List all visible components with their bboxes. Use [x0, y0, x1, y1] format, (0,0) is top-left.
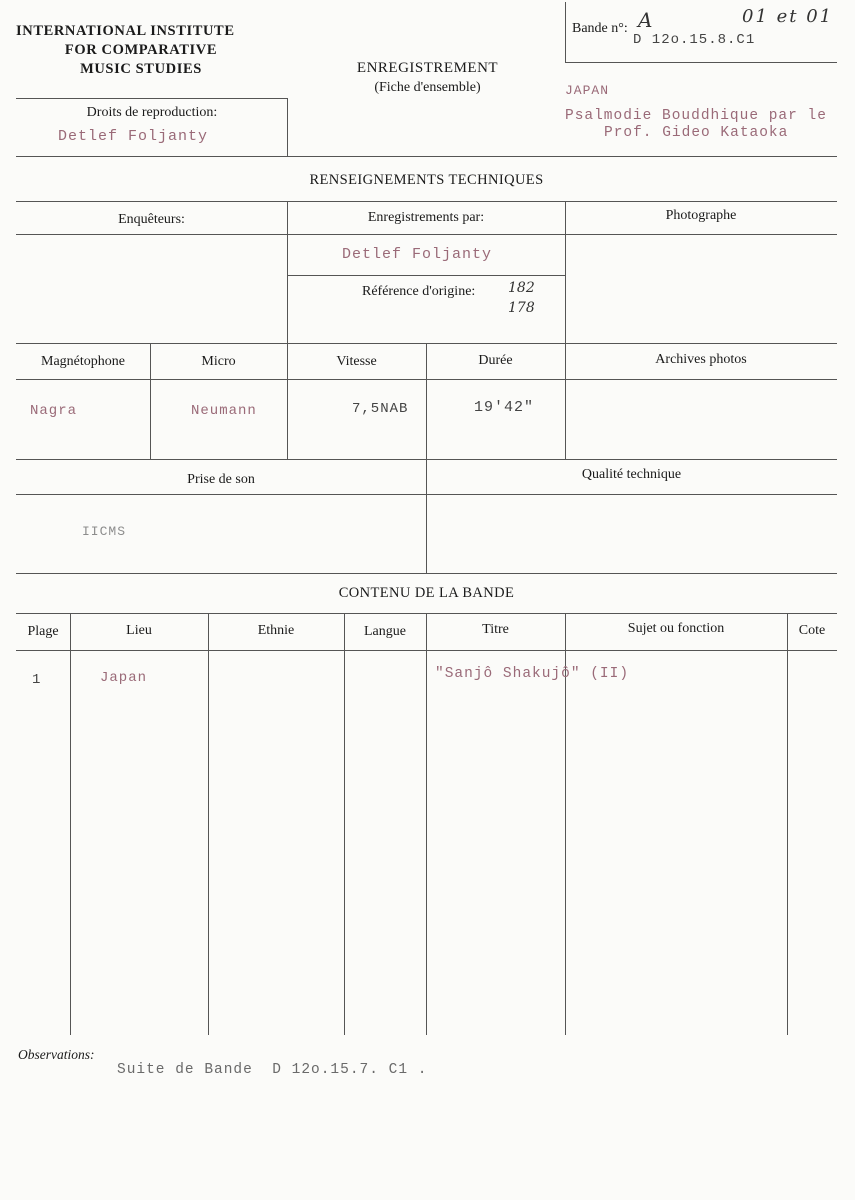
- prise-label: Prise de son: [187, 472, 255, 487]
- column-plage: Plage: [27, 624, 59, 639]
- header-bottom-line: [16, 156, 837, 157]
- technical-top-line: [16, 201, 837, 202]
- qualite-label: Qualité technique: [581, 467, 682, 482]
- technical-bottom-line: [16, 573, 837, 574]
- row-lieu: Japan: [100, 670, 148, 686]
- subject-country: JAPAN: [565, 83, 610, 98]
- enregistrements-sub-line: [287, 275, 565, 276]
- technical-divider-1: [287, 201, 288, 343]
- droits-label: Droits de reproduction:: [86, 105, 218, 120]
- bande-handwritten-letter: A: [638, 8, 653, 32]
- column-titre: Titre: [482, 622, 509, 637]
- bande-box-left: [565, 2, 566, 62]
- content-divider-3: [344, 613, 345, 1035]
- reference-value-2: 178: [508, 300, 535, 316]
- equip-label-line: [16, 379, 837, 380]
- institute-line-1: INTERNATIONAL INSTITUTE: [16, 23, 235, 39]
- equip-divider-3: [426, 343, 427, 573]
- vitesse-value: 7,5NAB: [352, 401, 409, 417]
- vitesse-label: Vitesse: [336, 354, 377, 369]
- prise-value: IICMS: [82, 524, 127, 539]
- form-subtitle: (Fiche d'ensemble): [374, 80, 481, 95]
- magnetophone-value: Nagra: [30, 403, 78, 419]
- row-plage: 1: [32, 672, 42, 688]
- subject-line-2: Prof. Gideo Kataoka: [604, 125, 789, 141]
- duree-value: 19'42": [474, 399, 535, 416]
- observations-value: Suite de Bande D 12o.15.7. C1 .: [117, 1062, 428, 1078]
- content-divider-2: [208, 613, 209, 1035]
- column-langue: Langue: [364, 624, 406, 639]
- row-titre: "Sanjô Shakujô" (II): [435, 666, 630, 682]
- institute-name: [16, 22, 266, 79]
- photographe-label: Photographe: [665, 208, 737, 223]
- magnetophone-label: Magnétophone: [41, 354, 125, 369]
- subject-line-1: Psalmodie Bouddhique par le: [565, 108, 827, 124]
- form-title: ENREGISTREMENT: [356, 60, 499, 76]
- droits-value: Detlef Foljanty: [58, 128, 209, 145]
- content-divider-6: [787, 613, 788, 1035]
- droits-top-line: [16, 98, 288, 99]
- reference-label: Référence d'origine:: [362, 284, 476, 299]
- micro-value: Neumann: [191, 403, 257, 419]
- content-divider-1: [70, 613, 71, 1035]
- technical-divider-2: [565, 201, 566, 343]
- observations-label: Observations:: [18, 1047, 95, 1062]
- column-lieu: Lieu: [126, 623, 152, 638]
- technical-label-line: [16, 234, 837, 235]
- duree-label: Durée: [478, 353, 513, 368]
- prise-label-line: [16, 494, 837, 495]
- column-cote: Cote: [798, 623, 826, 638]
- column-sujet: Sujet ou fonction: [627, 621, 725, 636]
- reference-value-1: 182: [508, 280, 535, 296]
- institute-line-2: FOR COMPARATIVE: [64, 42, 218, 58]
- column-ethnie: Ethnie: [257, 623, 295, 638]
- institute-line-3: MUSIC STUDIES: [80, 61, 202, 77]
- content-heading: CONTENU DE LA BANDE: [338, 585, 515, 601]
- enregistrements-label: Enregistrements par:: [367, 210, 485, 225]
- micro-label: Micro: [201, 354, 236, 369]
- bande-number: D 12o.15.8.C1: [633, 32, 756, 48]
- archives-label: Archives photos: [655, 352, 747, 367]
- bande-label: Bande n°:: [572, 21, 628, 36]
- enregistrements-value: Detlef Foljanty: [342, 246, 493, 263]
- bande-handwritten-note: 01 et 01: [742, 6, 834, 27]
- content-divider-4: [426, 613, 427, 1035]
- technical-heading: RENSEIGNEMENTS TECHNIQUES: [309, 172, 544, 188]
- equip-bottom-line: [16, 459, 837, 460]
- bande-box-bottom: [565, 62, 837, 63]
- enqueteurs-label: Enquêteurs:: [118, 212, 185, 227]
